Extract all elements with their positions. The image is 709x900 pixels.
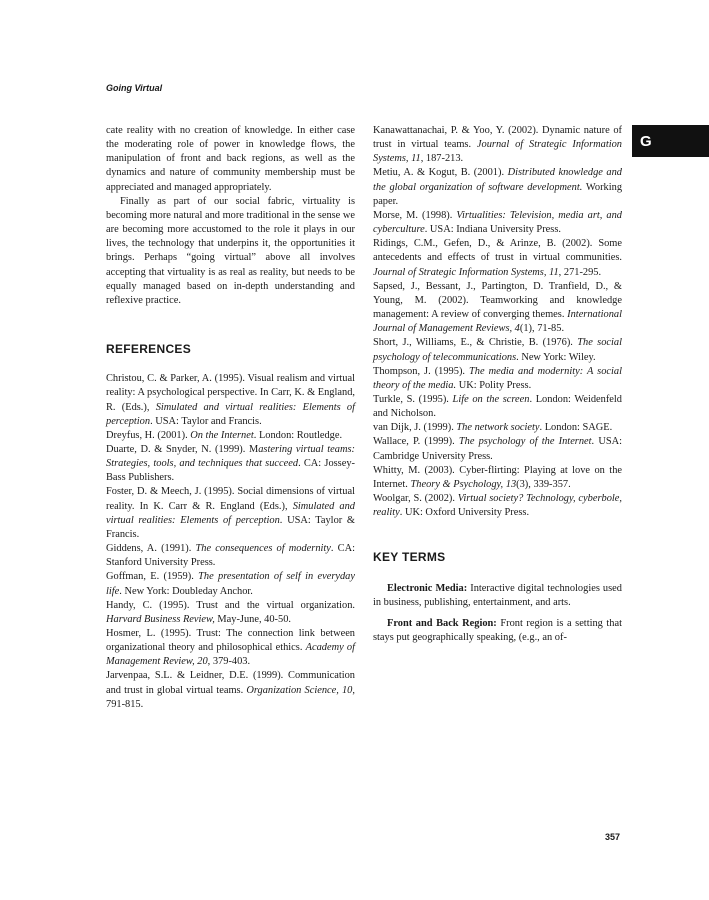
reference-text: May-June, 40-50.	[214, 613, 291, 625]
reference-entry	[373, 237, 622, 279]
reference-entry	[373, 336, 622, 364]
reference-entry	[106, 599, 355, 627]
reference-text: . USA: Taylor & Francis.	[106, 514, 355, 540]
reference-title: International Journal of Management Reviews, 4	[373, 309, 622, 335]
reference-text: . New York: Wiley.	[516, 351, 596, 363]
reference-text: . London: Weidenfeld and Nicholson.	[373, 393, 623, 420]
reference-text: van Dijk, J. (1999).	[373, 422, 457, 434]
reference-text: , 379-403.	[207, 656, 251, 668]
reference-entry	[373, 365, 622, 393]
reference-text: Short, J., Williams, E., & Christie, B. (1976).	[373, 337, 578, 349]
reference-text: . USA: Indiana University Press.	[424, 224, 561, 236]
reference-entry	[373, 166, 622, 208]
key-term-name: Electronic Media:	[387, 582, 468, 594]
page-number: 357	[605, 832, 621, 842]
reference-text: Christou, C. & Parker, A. (1995). Visual realism and virtual reality: A psychological perspective. In Carr, K. & England, R. (Eds.),	[106, 373, 355, 413]
reference-entry	[373, 124, 622, 166]
reference-entry	[373, 280, 622, 337]
reference-text: Wallace, P. (1999).	[373, 436, 459, 448]
section-thumb-tab: G	[632, 125, 709, 157]
reference-title: The network society	[456, 422, 540, 434]
reference-text: . USA: Cambridge University Press.	[373, 436, 622, 462]
reference-entry	[106, 443, 355, 485]
reference-text: Kanawattanachai, P. & Yoo, Y. (2002). Dynamic nature of trust in virtual teams.	[373, 125, 622, 151]
reference-text: UK: Polity Press.	[456, 379, 532, 391]
reference-text: Ridings, C.M., Gefen, D., & Arinze, B. (2002). Some antecedents and effects of trust in virtual communities.	[373, 238, 622, 264]
reference-text: . London: SAGE.	[539, 422, 613, 434]
reference-title: Simulated and virtual realities: Elements of perception	[106, 500, 355, 526]
reference-title: Theory & Psychology, 13	[410, 478, 517, 490]
reference-title: Journal of Strategic Information Systems, 11	[373, 266, 559, 278]
reference-text: , 187-213.	[420, 153, 464, 165]
reference-entry	[373, 492, 622, 520]
reference-title: Simulated and virtual realities: Elements of perception	[106, 401, 355, 427]
reference-entry	[106, 485, 355, 542]
reference-text: . UK: Oxford University Press.	[399, 507, 530, 519]
reference-text: Duarte, D. & Snyder, N. (1999). M	[106, 443, 259, 455]
reference-text: (1), 71-85.	[519, 323, 565, 335]
reference-text: Woolgar, S. (2002).	[373, 493, 458, 505]
reference-text: Whitty, M. (2003). Cyber-flirting: Playing at love on the Internet.	[373, 464, 622, 490]
reference-text: Metiu, A. & Kogut, B. (2001).	[373, 167, 508, 179]
reference-text: Handy, C. (1995). Trust and the virtual organization.	[106, 599, 355, 611]
reference-text: Foster, D. & Meech, J. (1995). Social dimensions of virtual reality. In K. Carr & R. England (Eds.),	[106, 486, 355, 512]
reference-entry	[373, 435, 622, 463]
reference-title: Virtualities: Television, media art, and cyberculture	[373, 209, 622, 236]
reference-text: Goffman, E. (1959).	[106, 571, 199, 583]
reference-entry	[106, 627, 355, 669]
key-term-entry	[373, 582, 622, 610]
reference-entry	[106, 570, 355, 598]
reference-title: Organization Science, 10	[246, 684, 353, 696]
reference-text: . CA: Jossey-Bass Publishers.	[106, 458, 355, 484]
reference-title: The presentation of self in everyday life	[106, 571, 355, 597]
reference-entry	[373, 209, 622, 237]
reference-title: On the Internet	[190, 429, 254, 441]
right-column	[373, 124, 622, 652]
body-paragraph: cate reality with no creation of knowledge. In either case the moderating role of power in knowledge flows, the manipulation of front and back regions, as well as the dynamics and nature of community membership must be appreciated and managed appropriately.	[106, 125, 355, 193]
reference-title: Academy of Management Review, 20	[106, 642, 355, 668]
reference-text: . London: Routledge.	[253, 429, 343, 441]
reference-text: Turkle, S. (1995).	[373, 393, 453, 405]
reference-entry	[373, 393, 622, 421]
references-heading: REFERENCES	[106, 342, 192, 357]
reference-text: Giddens, A. (1991).	[106, 543, 196, 555]
reference-title: Life on the screen	[452, 393, 530, 405]
reference-title: The consequences of modernity	[195, 543, 331, 555]
reference-text: Morse, M. (1998).	[373, 209, 457, 221]
reference-text: Working paper.	[373, 181, 623, 207]
reference-text: Dreyfus, H. (2001).	[106, 429, 191, 441]
body-paragraph: Finally as part of our social fabric, virtuality is becoming more natural and more traditional in the sense we are becoming more accustomed to the role it plays in our lives, the technology that underpins it, the opportunities it brings. Perhaps “going virtual” above all involves accepting that virtuality is as real as reality, but needs to be equally managed based on in-depth understanding and reflexive practice.	[106, 195, 356, 306]
references-list-left	[106, 372, 355, 712]
key-term-definition: Front region is a setting that stays put geographically speaking, (e.g., an of-	[373, 617, 622, 643]
reference-text: Thompson, J. (1995).	[373, 365, 470, 377]
left-column	[106, 124, 355, 712]
key-term-name: Front and Back Region:	[387, 617, 497, 629]
reference-text: , 271-295.	[558, 266, 602, 278]
key-term-definition: Interactive digital technologies used in business, publishing, entertainment, and arts.	[373, 582, 622, 608]
reference-entry	[373, 421, 622, 435]
key-terms-heading: KEY TERMS	[373, 550, 446, 565]
references-list-right	[373, 124, 622, 520]
reference-entry	[106, 429, 355, 443]
reference-title: The psychology of the Internet	[458, 436, 592, 448]
reference-text: . New York: Doubleday Anchor.	[119, 585, 253, 597]
reference-text: , 791-815.	[106, 684, 355, 710]
key-term-entry	[373, 617, 622, 645]
reference-title: Journal of Strategic Information Systems, 11	[373, 139, 623, 165]
reference-title: astering virtual teams: Strategies, tools, and techniques that succeed	[106, 443, 355, 470]
reference-title: The media and modernity: A social theory of the media.	[373, 365, 623, 391]
reference-entry	[106, 669, 355, 711]
reference-text: (3), 339-357.	[516, 478, 571, 490]
reference-text: . CA: Stanford University Press.	[106, 543, 355, 569]
reference-text: . USA: Taylor and Francis.	[150, 415, 262, 427]
reference-title: Virtual society? Technology, cyberbole, reality	[373, 493, 622, 519]
reference-entry	[373, 464, 622, 492]
reference-title: Harvard Business Review,	[106, 613, 215, 625]
running-head: Going Virtual	[106, 83, 163, 93]
reference-title: Distributed knowledge and the global organization of software development.	[373, 167, 623, 193]
reference-text: Sapsed, J., Bessant, J., Partington, D. Tranfield, D., & Young, M. (2002). Teamworking and knowledge management: A review of converging themes.	[373, 280, 622, 321]
reference-text: Jarvenpaa, S.L. & Leidner, D.E. (1999). Communication and trust in global virtual teams.	[106, 670, 355, 696]
reference-title: The social psychology of telecommunications	[373, 337, 622, 363]
reference-entry	[106, 542, 355, 570]
reference-text: Hosmer, L. (1995). Trust: The connection link between organizational theory and philosophical ethics.	[106, 628, 355, 654]
key-terms-list	[373, 582, 622, 646]
reference-entry	[106, 372, 355, 429]
